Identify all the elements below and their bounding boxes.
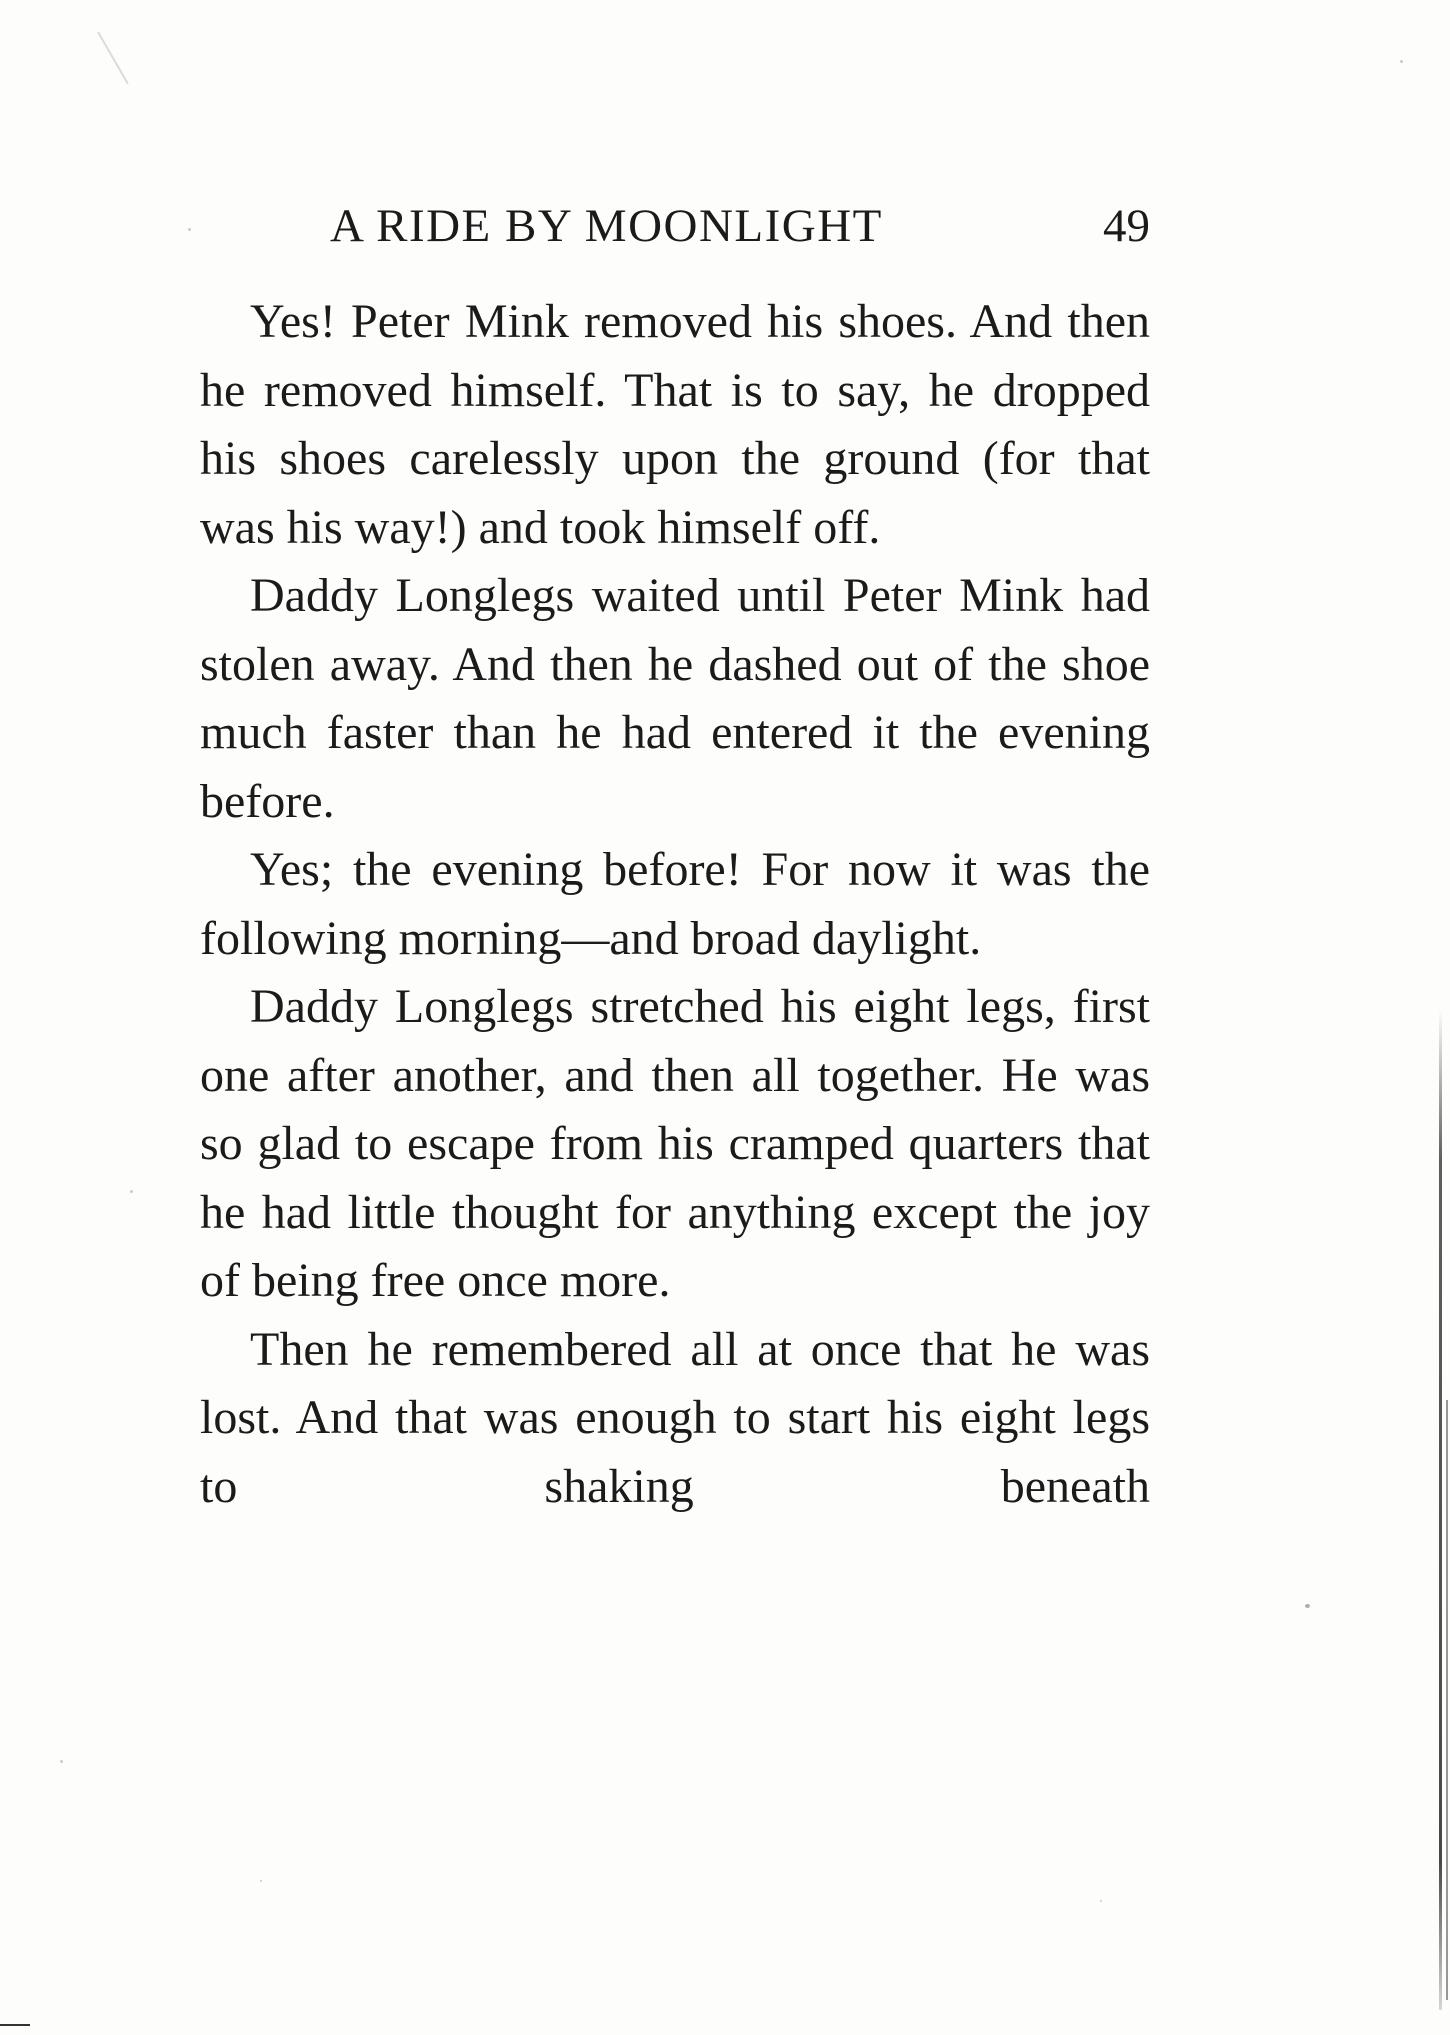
scan-speck xyxy=(1400,60,1403,63)
scan-speck xyxy=(60,1760,63,1763)
scan-speck xyxy=(1100,1900,1102,1902)
running-header xyxy=(330,196,1150,256)
scan-speck xyxy=(97,32,129,85)
paragraph: Daddy Longlegs waited until Peter Mink had stolen away. And then he dashed out of the shoe much faster than he had entered it the evening before. xyxy=(200,569,1150,828)
page-edge-shadow xyxy=(1439,1010,1442,2010)
scan-speck xyxy=(1305,1604,1310,1608)
scan-speck xyxy=(130,1190,133,1193)
page-number: 49 xyxy=(1103,200,1150,252)
running-title: A RIDE BY MOONLIGHT xyxy=(330,200,883,252)
paragraph: Daddy Longlegs stretched his eight legs, first one after another, and then all together. He was so glad to escape from his cramped quarters that he had little thought for anything except the joy of being free once more. xyxy=(200,980,1150,1307)
paragraph: Yes; the evening before! For now it was the following morning—and broad daylight. xyxy=(200,843,1150,965)
corner-mark xyxy=(0,2024,30,2026)
paragraph: Yes! Peter Mink removed his shoes. And then he removed himself. That is to say, he dropped his shoes carelessly upon the ground (for that was his way!) and took himself off. xyxy=(200,295,1150,554)
scan-speck xyxy=(188,228,191,231)
scan-speck xyxy=(260,1880,262,1882)
body-text xyxy=(200,288,1150,1521)
paragraph: Then he remembered all at once that he was lost. And that was enough to start his eight legs to shaking beneath xyxy=(200,1322,1150,1513)
page-edge-shadow xyxy=(1446,1400,1448,2000)
